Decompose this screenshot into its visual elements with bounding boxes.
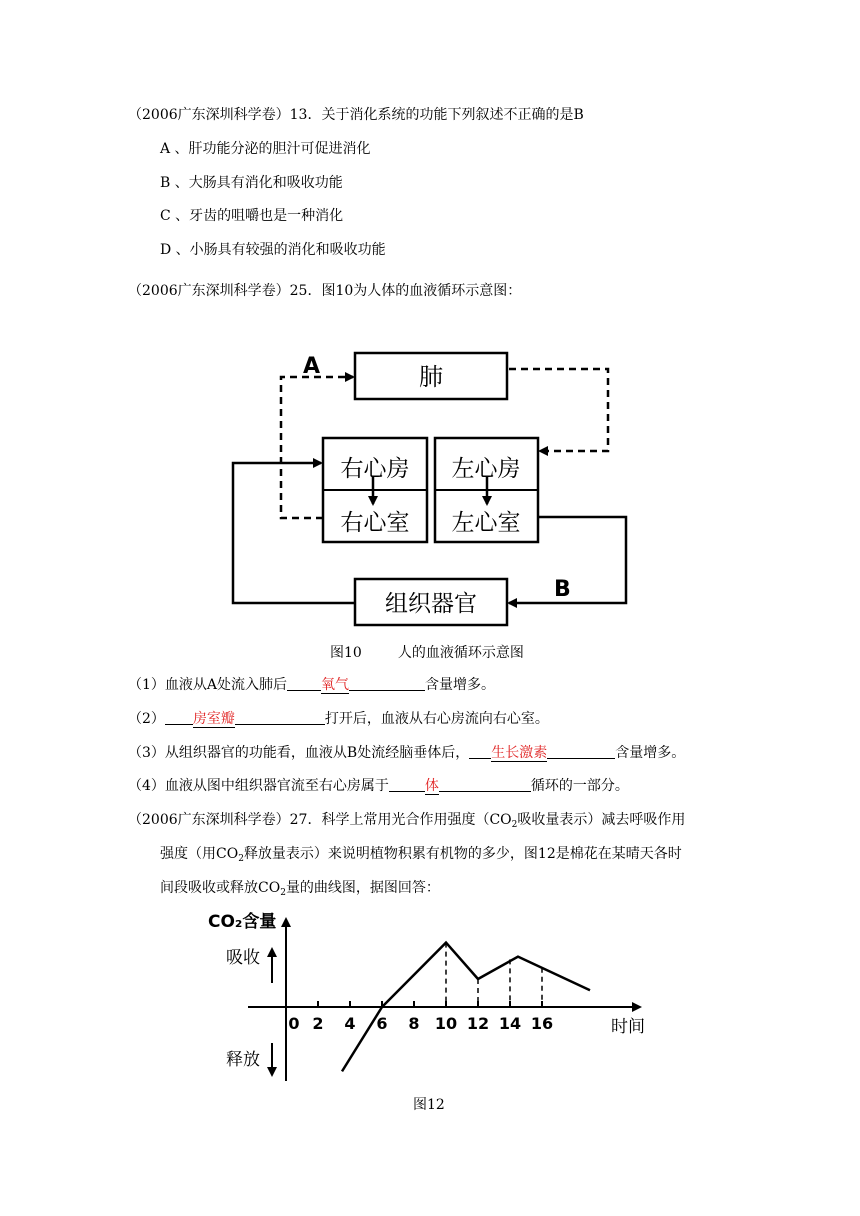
q13-option-b: B 、大肠具有消化和吸收功能 [160,175,343,191]
q25-sub1-tail: 含量增多。 [425,677,496,693]
q25-sub2-text: （2） [128,711,165,727]
q27-line3-b: 量的曲线图，据图回答： [285,880,440,896]
figure12-caption: 图12 [413,1097,445,1113]
q27-subscript: 2 [238,854,244,864]
q13-option-a: A 、肝功能分泌的胆汁可促进消化 [160,141,371,157]
release-label: 释放 [226,1050,260,1070]
q13-option-c: C 、牙齿的咀嚼也是一种消化 [160,208,344,224]
q27-line3-a: 间段吸收或释放CO [160,880,281,896]
q27-line1-a: （2006广东深圳科学卷）27．科学上常用光合作用强度（CO [128,812,512,828]
left-ventricle-label: 左心室 [451,510,521,536]
q25-sub2-tail: 打开后，血液从右心房流向右心室。 [324,711,549,727]
figure10-number: 图10 [330,645,362,661]
q27-subscript: 2 [511,820,518,830]
lung-label: 肺 [419,363,443,391]
x-tick-label: 16 [530,1014,554,1033]
left-atrium-label: 左心房 [451,456,521,482]
q25-sub2 [128,710,549,728]
absorb-label: 吸收 [226,948,260,968]
x-tick-label: 8 [408,1014,420,1033]
q25-stem: （2006广东深圳科学卷）25．图10为人体的血液循环示意图： [128,283,522,299]
right-ventricle-label: 右心室 [340,510,410,536]
q25-sub4-text: （4）血液从图中组织器官流至右心房属于 [128,778,389,794]
q27-line2-b: 释放量表示）来说明植物积累有机物的多少，图12是棉花在某晴天各时 [243,846,682,862]
q27-line2 [160,845,682,863]
x-axis-title: 时间 [611,1017,645,1037]
q13-stem: （2006广东深圳科学卷）13．关于消化系统的功能下列叙述不正确的是B [128,107,584,123]
q27-line3 [160,879,440,897]
q25-sub1-answer: 氧气 [321,677,350,693]
q13-option-d: D 、小肠具有较强的消化和吸收功能 [160,242,386,258]
q27-line2-a: 强度（用CO [160,846,239,862]
x-tick-label: 4 [344,1014,356,1033]
q25-sub3-text: （3）从组织器官的功能看，血液从B处流经脑垂体后， [128,745,470,761]
label-b: B [554,577,571,602]
q25-sub1 [128,676,495,694]
q25-sub3-answer: 生长激素 [491,745,548,761]
q25-sub4-answer: 体 [424,778,439,794]
right-atrium-label: 右心房 [340,456,410,482]
x-tick-label: 14 [498,1014,522,1033]
q25-sub3 [128,744,685,762]
circulation-diagram [220,340,640,630]
q25-sub2-answer: 房室瓣 [192,711,235,727]
q25-sub3-tail: 含量增多。 [615,745,686,761]
x-tick-label: 0 [288,1014,300,1033]
figure10-title: 人的血液循环示意图 [397,645,524,661]
x-tick-label: 2 [312,1014,324,1033]
co2-chart [200,905,660,1085]
x-tick-label: 12 [466,1014,490,1033]
y-axis-title: CO₂含量 [208,912,277,932]
q27-line1 [128,811,685,829]
q25-sub4-tail: 循环的一部分。 [530,778,629,794]
q25-sub1-text: （1）血液从A处流入肺后 [128,677,288,693]
tissue-label: 组织器官 [385,591,477,617]
x-tick-label: 6 [376,1014,388,1033]
q27-line1-b: 吸收量表示）减去呼吸作用 [517,812,686,828]
q25-sub4 [128,777,629,795]
label-a: A [303,354,321,379]
x-tick-label: 10 [434,1014,458,1033]
figure10-caption [330,642,524,662]
q27-subscript: 2 [280,888,286,898]
